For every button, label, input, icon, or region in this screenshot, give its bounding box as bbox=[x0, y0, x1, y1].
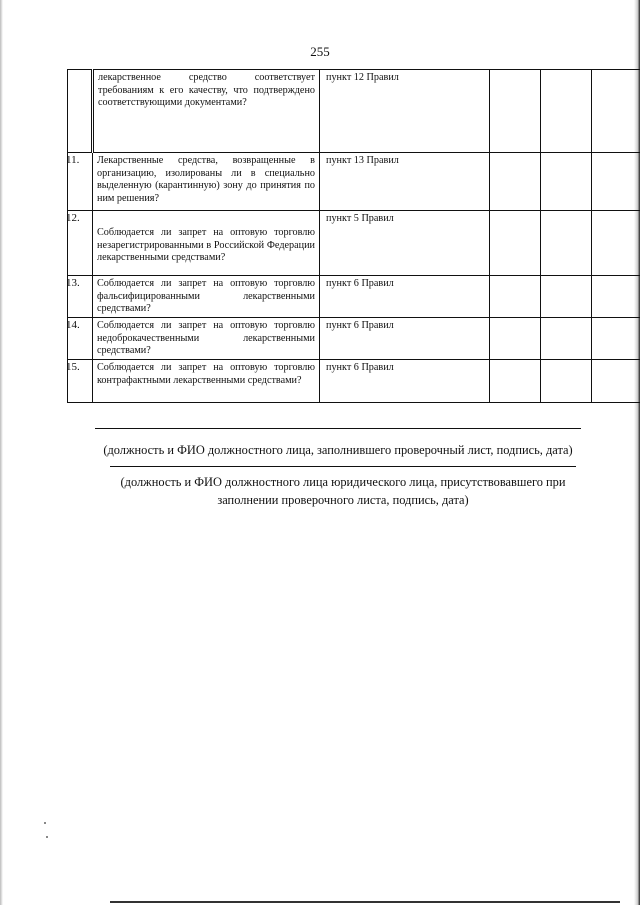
answer-cell[interactable] bbox=[490, 211, 541, 276]
row-question: лекарственное средство соответствует требованиям к его качеству, что подтверждено соответствующими документами? bbox=[93, 70, 320, 153]
answer-cell[interactable] bbox=[592, 318, 640, 360]
answer-cell[interactable] bbox=[490, 360, 541, 403]
scan-speck bbox=[46, 836, 48, 838]
row-reference: пункт 6 Правил bbox=[320, 360, 490, 403]
answer-cell[interactable] bbox=[592, 360, 640, 403]
answer-cell[interactable] bbox=[490, 276, 541, 318]
answer-cell[interactable] bbox=[541, 360, 592, 403]
row-reference: пункт 5 Правил bbox=[320, 211, 490, 276]
row-number: 13. bbox=[68, 276, 93, 318]
answer-cell[interactable] bbox=[592, 70, 640, 153]
answer-cell[interactable] bbox=[541, 70, 592, 153]
answer-cell[interactable] bbox=[490, 318, 541, 360]
table-row bbox=[68, 360, 640, 403]
page-number: 255 bbox=[310, 44, 330, 59]
table-row bbox=[68, 318, 640, 360]
row-number bbox=[68, 70, 93, 153]
row-reference: пункт 6 Правил bbox=[320, 276, 490, 318]
answer-cell[interactable] bbox=[592, 276, 640, 318]
table-row bbox=[68, 70, 640, 153]
row-reference: пункт 12 Правил bbox=[320, 70, 490, 153]
row-question: Соблюдается ли запрет на оптовую торговлю незарегистрированными в Российской Федерации лекарственными средствами? bbox=[93, 211, 320, 276]
row-question: Соблюдается ли запрет на оптовую торговлю фальсифицированными лекарственными средствами? bbox=[93, 276, 320, 318]
row-number: 11. bbox=[68, 153, 93, 211]
answer-cell[interactable] bbox=[541, 211, 592, 276]
signature-line-filler: (должность и ФИО должностного лица, заполнившего проверочный лист, подпись, дата) bbox=[95, 428, 581, 458]
table-row bbox=[68, 153, 640, 211]
checklist-table bbox=[67, 69, 640, 403]
row-question: Соблюдается ли запрет на оптовую торговлю контрафактными лекарственными средствами? bbox=[93, 360, 320, 403]
table-row bbox=[68, 211, 640, 276]
answer-cell[interactable] bbox=[490, 153, 541, 211]
answer-cell[interactable] bbox=[541, 318, 592, 360]
row-number: 14. bbox=[68, 318, 93, 360]
page-edge bbox=[0, 0, 3, 905]
answer-cell[interactable] bbox=[541, 153, 592, 211]
table-row bbox=[68, 276, 640, 318]
row-reference: пункт 13 Правил bbox=[320, 153, 490, 211]
row-number: 15. bbox=[68, 360, 93, 403]
answer-cell[interactable] bbox=[541, 276, 592, 318]
page-edge bbox=[110, 901, 620, 903]
answer-cell[interactable] bbox=[592, 211, 640, 276]
row-question: Соблюдается ли запрет на оптовую торговлю недоброкачественными лекарственными средствами? bbox=[93, 318, 320, 360]
answer-cell[interactable] bbox=[490, 70, 541, 153]
signature-line-present: (должность и ФИО должностного лица юридического лица, присутствовавшего при заполнении проверочного листа, подпись, дата) bbox=[110, 466, 576, 509]
row-number: 12. bbox=[68, 211, 93, 276]
row-question: Лекарственные средства, возвращенные в организацию, изолированы ли в специально выделенную (карантинную) зону до принятия по ним решения? bbox=[93, 153, 320, 211]
scan-speck bbox=[44, 822, 46, 824]
row-reference: пункт 6 Правил bbox=[320, 318, 490, 360]
answer-cell[interactable] bbox=[592, 153, 640, 211]
